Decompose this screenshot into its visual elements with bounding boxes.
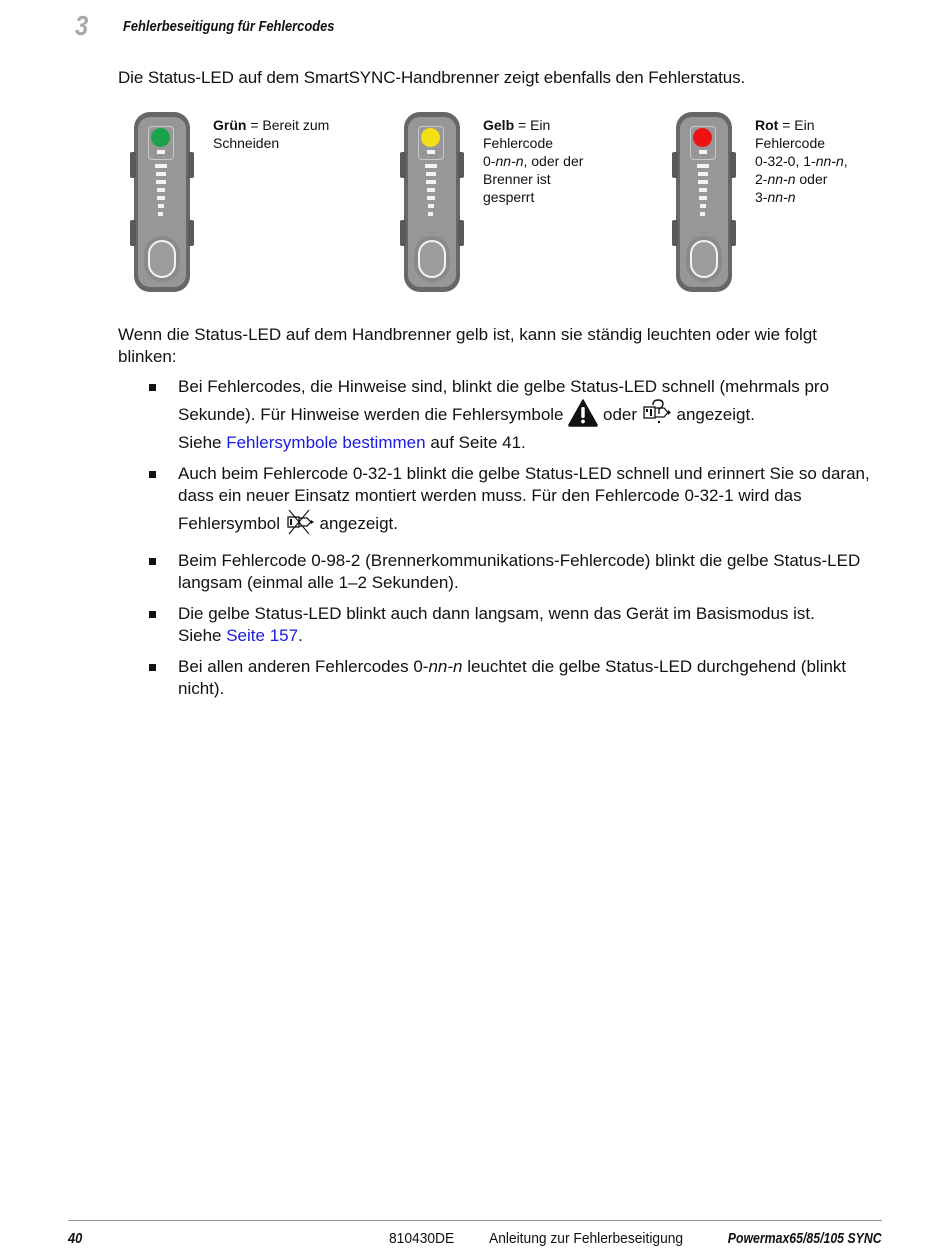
torch-led-figure: [670, 112, 738, 294]
caption-code-line: 0-nn-n, oder der: [483, 153, 584, 169]
list-item: Die gelbe Status-LED blinkt auch dann langsam, wenn das Gerät im Basismodus ist. Siehe Seite 157.: [148, 603, 888, 647]
bullet-square-icon: [149, 664, 156, 671]
torch-button: [148, 240, 176, 278]
warning-triangle-icon: [568, 399, 598, 427]
torch-led-figure: [128, 112, 196, 294]
consumable-crossed-icon: [285, 509, 315, 535]
list-item: Auch beim Fehlercode 0-32-1 blinkt die gelbe Status-LED schnell und erinnert Sie so daran, dass ein neuer Einsatz montiert werden muss. Für den Fehlercode 0-32-1 wird das Fehlersymbol angezeigt.: [148, 463, 888, 541]
list-item: Bei Fehlercodes, die Hinweise sind, blinkt die gelbe Status-LED schnell (mehrmals pro Sekunde). Für Hinweise werden die Fehlersymbole oder angezeigt. Siehe Fehlersymbole bestimmen auf Seite 41.: [148, 376, 888, 454]
blink-intro-paragraph: Wenn die Status-LED auf dem Handbrenner gelb ist, kann sie ständig leuchten oder wie folgt blinken:: [118, 325, 817, 366]
guide-title: Anleitung zur Fehlerbeseitigung: [489, 1230, 684, 1247]
chapter-number: 3: [75, 10, 89, 41]
list-item: Beim Fehlercode 0-98-2 (Brennerkommunikations-Fehlercode) blinkt die gelbe Status-LED langsam (einmal alle 1–2 Sekunden).: [148, 550, 888, 594]
caption-code-line: 2-nn-n oder: [755, 171, 828, 187]
led-caption-red: Rot = Ein Fehlercode 0-32-0, 1-nn-n, 2-nn-n oder 3-nn-n: [755, 117, 848, 205]
bullet-square-icon: [149, 558, 156, 565]
link-seite-157[interactable]: Seite 157: [226, 626, 299, 645]
consumable-question-icon: [642, 398, 672, 426]
led-state-red: [670, 112, 910, 294]
footer-divider: [68, 1220, 882, 1221]
led-state-green: [128, 112, 368, 294]
bullet-square-icon: [149, 471, 156, 478]
intro-paragraph: Die Status-LED auf dem SmartSYNC-Handbrenner zeigt ebenfalls den Fehlerstatus.: [118, 68, 746, 87]
led-state-yellow: [398, 112, 638, 294]
led-caption-green: Grün = Bereit zum Schneiden: [213, 117, 330, 151]
torch-led-figure: [398, 112, 466, 294]
document-number: 810430DE: [389, 1230, 455, 1247]
product-name: Powermax65/85/105 SYNC: [728, 1230, 882, 1247]
chapter-title: Fehlerbeseitigung für Fehlercodes: [123, 18, 335, 35]
torch-button: [418, 240, 446, 278]
list-item: Bei allen anderen Fehlercodes 0-nn-n leuchtet die gelbe Status-LED durchgehend (blinkt nicht).: [148, 656, 888, 700]
bullet-square-icon: [149, 611, 156, 618]
bullet-square-icon: [149, 384, 156, 391]
caption-code-line: 0-32-0, 1-nn-n,: [755, 153, 848, 169]
led-caption-yellow: Gelb = Ein Fehlercode 0-nn-n, oder der Brenner ist gesperrt: [483, 117, 584, 205]
page-number: 40: [68, 1230, 83, 1247]
led-red-dot: [693, 128, 712, 147]
led-yellow-dot: [421, 128, 440, 147]
caption-code-line: 3-nn-n: [755, 189, 796, 205]
link-fehlersymbole-bestimmen[interactable]: Fehlersymbole bestimmen: [226, 433, 426, 452]
led-green-dot: [151, 128, 170, 147]
blink-behavior-list: [148, 376, 888, 709]
torch-button: [690, 240, 718, 278]
